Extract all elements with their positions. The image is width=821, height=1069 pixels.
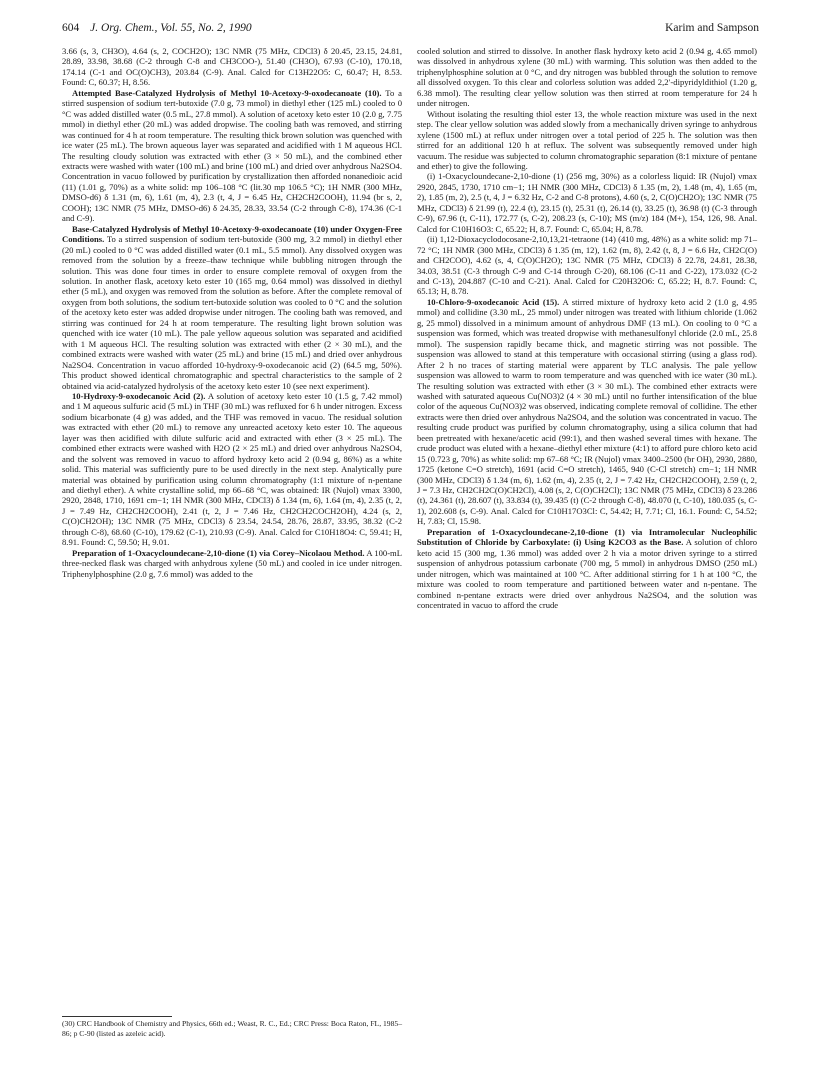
paragraph-text: Without isolating the resulting thiol ester 13, the whole reaction mixture was used in the next step. The clear yellow solution was added slowly from a mechanically driven syringe to anhydrous xylene (1500 mL) at reflux under nitrogen over a total period of 225 h. The solution was then stirred for an additional 120 h at reflux. The solvent was subsequently removed under high vacuum. The residue was subjected to column chromatographic separation (8:1 mixture of pentane and ether) to give the following. [417, 108, 757, 171]
paragraph [62, 548, 402, 579]
paragraph-text: cooled solution and stirred to dissolve. In another flask hydroxy keto acid 2 (0.94 g, 4.65 mmol) was dissolved in anhydrous xylene (30 mL) with warming. This solution was then added to the triphenylphosphine solution at 0 °C, and dry nitrogen was bubbled through the solution to remove all dissolved oxygen. To this clear and colorless solution was added 2,2′-dipyridyldithiol (1.20 g, 6.38 mmol). The resulting clear yellow solution was then stirred at room temperature for 24 h under nitrogen. [417, 46, 757, 109]
paragraph [62, 46, 402, 88]
section-heading: Base-Catalyzed Hydrolysis of Methyl 10-Acetoxy-9-oxodecanoate (10) under Oxygen-Free Conditions. [62, 223, 402, 245]
section-heading: Preparation of 1-Oxacycloundecane-2,10-dione (1) via Intramolecular Nucleophilic Substitution of Chloride by Carboxylate: (i) Using K2CO3 as the Base. [417, 526, 757, 548]
page-header [62, 22, 759, 38]
paragraph-text: A stirred mixture of hydroxy keto acid 2 (1.0 g, 4.95 mmol) and collidine (3.30 mL, 25 mmol) under nitrogen was treated with lithium chloride (1.062 g, 25 mmol) dissolved in a minimum amount of anhydrous DMF (13 mL). On cooling to 0 °C a suspension was formed, which was treated dropwise with methanesulfonyl chloride (2.0 mL, 25.8 mmol). The suspension rapidly became thick, and magnetic stirring was not possible. The suspension was allowed to stand at this temperature with occasional stirring (using a glass rod). After 2 h no traces of starting material were apparent by TLC analysis. The pale yellow suspension was allowed to warm to room temperature and was quenched with ice water (30 mL). The resulting solution was extracted with ether (3 × 30 mL). The combined ether extracts were washed with saturated aqueous Cu(NO3)2 (4 × 30 mL) until no further intensification of the blue color of the aqueous Cu(NO3)2 was observed, indicating complete removal of collidine. The ether extracts were then dried over anhydrous Na2SO4, and the solution was concentrated in vacuo. The resulting crude product was purified by column chromatography, using a silica column that had been pretreated with hexane/acetic acid (99:1), and then washed several times with hexane. The crude product was eluted with a hexane–diethyl ether mixture (4:1) to afford pure chloro keto acid 15 (0.723 g, 70%) as white solid: mp 67–68 °C; IR (Nujol) νmax 3400–2500 (br OH), 2930, 2880, 1725 (ketone C=O stretch), 1691 (acid C=O stretch), 1465, 940 (C-Cl stretch) cm−1; 1H NMR (300 MHz, CDCl3) δ 1.34 (m, 6), 1.62 (m, 4), 2.35 (t, 2, J = 7.42 Hz, CH2CH2COOH), 2.59 (t, 2, J = 7.3 Hz, CH2CH2C(O)CH2Cl), 4.08 (s, 2, C(O)CH2Cl); 13C NMR (75 MHz, CDCl3) δ 23.286 (t), 24.361 (t), 28.607 (t), 33.834 (t), 39.435 (t) (C-2 through C-8), 48.070 (t, C-10), 180.035 (s, C-1), 202.608 (s, C-9). Anal. Calcd for C10H17O3Cl: C, 54.42; H, 7.71; Cl, 16.1. Found: C, 54.52; H, 7.83; Cl, 15.98. [417, 296, 757, 527]
paragraph [417, 46, 757, 109]
paragraph [417, 527, 757, 611]
journal-citation: J. Org. Chem., Vol. 55, No. 2, 1990 [90, 22, 252, 34]
section-heading: Attempted Base-Catalyzed Hydrolysis of Methyl 10-Acetoxy-9-oxodecanoate (10). [72, 87, 382, 98]
paragraph [417, 109, 757, 172]
section-heading: Preparation of 1-Oxacycloundecane-2,10-dione (1) via Corey–Nicolaou Method. [72, 547, 365, 558]
paragraph [417, 234, 757, 297]
paragraph-text: A 100-mL three-necked flask was charged with anhydrous xylene (50 mL) and cooled in ice under nitrogen. Triphenylphosphine (2.0 g, 7.6 mmol) was added to the [62, 547, 402, 579]
paragraph [62, 224, 402, 391]
paragraph-text: (i) 1-Oxacycloundecane-2,10-dione (1) (256 mg, 30%) as a colorless liquid: IR (Nujol) νmax 2920, 2845, 1730, 1710 cm−1; 1H NMR (300 MHz, CDCl3) δ 1.35 (m, 2), 1.48 (m, 4), 1.65 (m, 2), 1.85 (m, 2), 2.5 (t, 4, J = 6.32 Hz, C-2 and C-8 protons), 4.60 (s, 2, C(O)CH2O); 13C NMR (75 MHz, CDCl3) δ 21.99 (t), 22.4 (t), 23.15 (t), 25.31 (t), 26.14 (t), 33.25 (t), 36.98 (t) (C-3 through C-9), 67.96 (t, C-11), 172.77 (s, C-2), 208.23 (s, C-10); MS (m/z) 184 (M+), 154, 126, 98. Anal. Calcd for C10H16O3: C, 65.22; H, 8.7. Found: C, 65.04; H, 8.78. [417, 171, 757, 234]
header-left [62, 22, 260, 34]
section-heading: 10-Hydroxy-9-oxodecanoic Acid (2). [72, 390, 206, 401]
paragraph-text: To a stirred suspension of sodium tert-butoxide (7.0 g, 73 mmol) in diethyl ether (125 mL) cooled to 0 °C was added distilled water (0.5 mL, 27.8 mmol). A solution of acetoxy keto ester 10 (2.0 g, 7.75 mmol) in diethyl ether (20 mL) was added dropwise. The cooling bath was removed, and stirring was continued for 4 h at room temperature. The resulting thick brown solution was quenched with ice water (25 mL). The brown aqueous layer was separated and acidified with 1 M aqueous HCl. The resulting cloudy solution was extracted with ether (3 × 50 mL), and the combined ether extracts were washed with water (100 mL) and brine (100 mL) and dried over anhydrous Na2SO4. Concentration in vacuo followed by purification by crystallization then afforded nonanedioic acid (11) (1.01 g, 70%) as a white solid: mp 106–108 °C (lit.30 mp 106.5 °C); 1H NMR (300 MHz, DMSO-d6) δ 1.31 (m, 6), 1.61 (m, 4), 2.3 (t, 4, J = 6.45 Hz, CH2CH2COOH), 11.94 (br s, 2, COOH); 13C NMR (75 MHz, DMSO-d6) δ 24.35, 28.33, 33.54 (C-2 through C-8), 174.36 (C-1 and C-9). [62, 87, 402, 224]
footnote-rule [62, 1016, 172, 1017]
section-heading: 10-Chloro-9-oxodecanoic Acid (15). [427, 296, 560, 307]
paragraph-text: 3.66 (s, 3, CH3O), 4.64 (s, 2, COCH2O); 13C NMR (75 MHz, CDCl3) δ 20.45, 23.15, 24.81, 28.89, 33.98, 38.68 (C-2 through C-8 and CH3COO-), 51.40 (CH3O), 67.93 (C-10), 170.18, 174.14 (C-1 and OC(O)CH3), 203.84 (C-9). Anal. Calcd for C13H22O5: C, 60.47; H, 8.53. Found: C, 60.37; H, 8.56. [62, 46, 402, 88]
page-number: 604 [62, 22, 80, 34]
footnote: (30) CRC Handbook of Chemistry and Physics, 66th ed.; Weast, R. C., Ed.; CRC Press: Boca Raton, FL, 1985–86; p C-90 (listed as azeleic acid). [62, 1019, 402, 1038]
paragraph [62, 88, 402, 224]
paragraph-text: A solution of chloro keto acid 15 (300 mg, 1.36 mmol) was added over 2 h via a motor driven syringe to a stirred suspension of anhydrous potassium carbonate (700 mg, 5 mmol) in anhydrous DMSO (250 mL) under nitrogen, which was maintained at 100 °C. After additional stirring for 1 h at 100 °C, the mixture was cooled to room temperature and partitioned between water and n-pentane. The combined n-pentane extracts were dried over anhydrous Na2SO4, and the solution was concentrated in vacuo to afford the crude [417, 537, 757, 611]
paragraph-text: A solution of acetoxy keto ester 10 (1.5 g, 7.42 mmol) and 1 M aqueous sulfuric acid (5 mL) in THF (30 mL) was refluxed for 6 h under nitrogen. Excess sodium bicarbonate (4 g) was added, and the THF was removed in vacuo. The residual solution was extracted with ether (20 mL) to remove any unreacted acetoxy keto ester 10. The aqueous layer was then acidified with dilute sulfuric acid and extracted with ether (3 × 25 mL). The combined ether extracts were washed with H2O (2 × 25 mL) and dried over anhydrous Na2SO4, and the solvent was removed in vacuo to afford hydroxy keto acid 2 (0.94 g, 86%) as a white solid. This material was sufficiently pure to be used directly in the next step. Analytically pure material was obtained by purification using column chromatography (1:1 mixture of n-pentane and diethyl ether). A white crystalline solid, mp 66–68 °C, was obtained: IR (Nujol) νmax 3300, 2920, 2848, 1710, 1691 cm−1; 1H NMR (300 MHz, CDCl3) δ 1.34 (m, 6), 1.64 (m, 4), 2.35 (t, 2, J = 7.49 Hz, CH2CH2COOH), 2.41 (t, 2, J = 7.46 Hz, CH2CH2COCH2OH), 4.24 (s, 2, C(O)CH2OH); 13C NMR (75 MHz, CDCl3) δ 23.54, 24.54, 28.76, 28.87, 33.95, 38.32 (C-2 through C-8), 68.60 (C-10), 179.62 (C-1), 210.93 (C-9). Anal. Calcd for C10H18O4: C, 59.41; H, 8.91. Found: C, 59.50; H, 9.01. [62, 390, 402, 548]
running-authors: Karim and Sampson [665, 22, 759, 34]
paragraph-text: To a stirred suspension of sodium tert-butoxide (300 mg, 3.2 mmol) in diethyl ether (20 mL) cooled to 0 °C was added distilled water (0.1 mL, 5.5 mmol). Any dissolved oxygen was removed from the solution by a freeze–thaw technique while bubbling nitrogen through the solution. This was done four times in order to ensure complete removal of oxygen from the solution. In another flask, acetoxy keto ester 10 (165 mg, 0.64 mmol) was dissolved in diethyl ether (5 mL), and oxygen was removed from the solution as before. After the complete removal of oxygen from both solutions, the sodium tert-butoxide solution was cooled to 0 °C and the solution of the acetoxy keto ester was added dropwise under nitrogen. The cooling bath was removed, and stirring was continued for 24 h at room temperature. The resulting light brown solution was quenched with ice water (10 mL). The pale yellow aqueous solution was separated and acidified with 1 M aqueous HCl. The resulting solution was extracted with ether (2 × 30 mL), and the combined extracts were washed with water (25 mL) and brine (15 mL) and dried over anhydrous Na2SO4. Concentration in vacuo afforded 10-hydroxy-9-oxodecanoic acid (2) (64.5 mg, 50%). This product showed identical chromatographic and spectral characteristics to the sample of 2 obtained via acid-catalyzed hydrolysis of the acetoxy keto ester 10 (see next experiment). [62, 234, 403, 391]
paragraph [62, 391, 402, 548]
paragraph [417, 171, 757, 234]
left-column [62, 46, 402, 579]
paragraph [417, 297, 757, 527]
paragraph-text: (ii) 1,12-Dioxacyclodocosane-2,10,13,21-tetraone (14) (410 mg, 48%) as a white solid: mp 71–72 °C; 1H NMR (300 MHz, CDCl3) δ 1.35 (m, 12), 1.62 (m, 8), 2.42 (t, 8, J = 6.6 Hz, CH2C(O) and CH2COO), 4.62 (s, 4, C(O)CH2O); 13C NMR (75 MHz, CDCl3) δ 22.78, 24.81, 28.38, 34.03, 38.51 (C-3 through C-9 and C-14 through C-20), 68.106 (C-11 and C-22), 173.032 (C-2 and C-13), 204.887 (C-10 and C-21). Anal. Calcd for C20H32O6: C, 65.22; H, 8.7. Found: C, 65.13; H, 8.78. [417, 234, 757, 297]
right-column [417, 46, 757, 610]
